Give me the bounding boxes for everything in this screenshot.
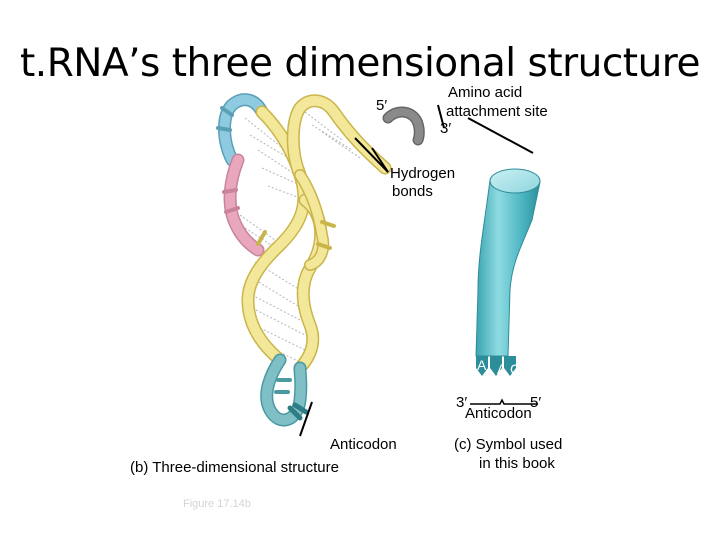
- amino-acid-label-line2: attachment site: [446, 103, 548, 120]
- anticodon-right-label: Anticodon: [465, 405, 532, 422]
- three-prime-top-label: 3′: [440, 120, 452, 137]
- cylinder-top-cap: [490, 169, 540, 193]
- caption-c-line1: (c) Symbol used: [454, 436, 563, 453]
- caption-c-line2: in this book: [479, 455, 555, 472]
- slide-title: t.RNA’s three dimensional structure: [20, 41, 700, 86]
- base-label-1: A: [477, 357, 487, 373]
- hydrogen-label-line1: Hydrogen: [390, 165, 456, 182]
- base-label-2: A: [497, 361, 507, 377]
- base-label-3: G: [510, 361, 521, 377]
- hydrogen-label-line2: bonds: [392, 183, 433, 200]
- figure-credit: Figure 17.14b: [183, 498, 251, 510]
- caption-b: (b) Three-dimensional structure: [130, 459, 339, 476]
- five-prime-top-label: 5′: [376, 97, 388, 114]
- five-prime-bottom-label: 5′: [530, 394, 542, 411]
- anticodon-brace: [470, 400, 538, 404]
- amino-acid-pointer-right: [468, 118, 533, 153]
- hydrogen-bond-pointer: [355, 138, 388, 172]
- amino-acid-label-line1: Amino acid: [448, 84, 523, 101]
- three-prime-bottom-label: 3′: [456, 394, 468, 411]
- anticodon-left-label: Anticodon: [330, 436, 397, 453]
- yellow-backbone: [248, 101, 385, 368]
